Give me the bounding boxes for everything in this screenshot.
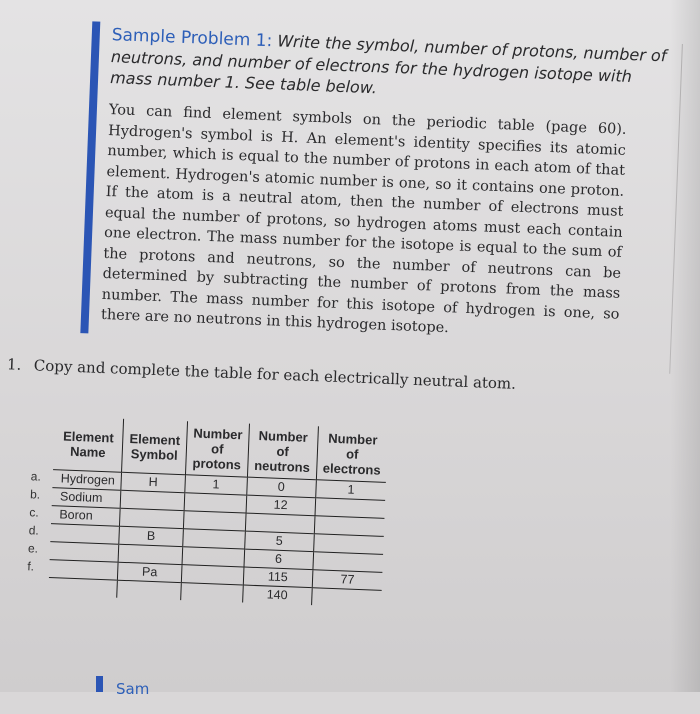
header-element-symbol: Element Symbol — [122, 419, 188, 475]
cell-symbol: Pa — [118, 562, 182, 582]
cell-name: Sodium — [52, 488, 121, 509]
next-sample-heading-partial: Sam — [116, 680, 150, 698]
cell-neutrons: 0 — [247, 477, 316, 498]
cell-electrons: 77 — [312, 570, 383, 591]
page-edge-shadow — [670, 0, 700, 692]
cell-protons — [183, 511, 246, 531]
cell-protons — [181, 565, 244, 585]
sample-problem-box — [80, 21, 683, 373]
row-label: e. — [27, 541, 39, 556]
row-label: f. — [27, 559, 35, 574]
sample-problem-explanation: You can find element symbols on the periodic table (page 60). Hydrogen's symbol is H. An element's identity specifies its atomic number, which is equal to the number of protons in each atom of that element. Hydrogen's atomic number is one, so it contains one proton. If the atom is a neutral atom, then the number of electrons must equal the number of protons, so hydrogen atoms must each contain one electron. The mass number for the isotope is equal to the sum of the protons and neutrons, so the number of neutrons can be determined by subtracting the number of protons from the mass number. The mass number for this isotope of hydrogen is one, so there are no neutrons in this hydrogen isotope. — [100, 102, 627, 337]
cell-name — [48, 578, 117, 598]
cell-name: Boron — [51, 506, 120, 527]
cell-symbol: H — [121, 472, 185, 492]
cell-electrons — [311, 588, 382, 608]
cell-symbol — [118, 544, 182, 564]
header-protons: Number of protons — [185, 421, 249, 477]
cell-neutrons: 12 — [246, 495, 315, 516]
cell-protons — [183, 529, 246, 549]
header-neutrons: Number of neutrons — [247, 424, 318, 480]
sample-accent-bar — [80, 21, 100, 333]
question-number: 1. — [6, 355, 22, 374]
cell-symbol — [117, 580, 181, 600]
row-label: b. — [29, 487, 41, 502]
cell-electrons: 1 — [315, 480, 386, 501]
cell-protons: 1 — [185, 475, 248, 495]
cell-neutrons: 5 — [245, 531, 314, 552]
cell-symbol: B — [119, 526, 183, 546]
cell-name: Hydrogen — [52, 470, 121, 491]
cell-protons — [184, 493, 247, 513]
sample-problem-heading — [110, 24, 672, 109]
cell-neutrons: 140 — [243, 585, 312, 605]
row-label: c. — [29, 505, 40, 520]
cell-neutrons: 115 — [243, 567, 312, 588]
row-label: a. — [30, 469, 42, 484]
cell-neutrons: 6 — [244, 549, 313, 570]
element-table — [48, 416, 388, 608]
sample-problem-label: Sample Problem 1: — [111, 25, 273, 52]
header-electrons: Number of electrons — [316, 426, 388, 482]
cell-protons — [180, 583, 243, 603]
cell-protons — [182, 547, 245, 567]
next-sample-accent-bar — [96, 676, 103, 692]
question-text: Copy and complete the table for each electrically neutral atom. — [33, 356, 517, 393]
row-label: d. — [28, 523, 40, 538]
row-labels — [27, 467, 51, 576]
sample-problem-prompt: Write the symbol, number of protons, number of neutrons, and number of electrons for the hydrogen isotope with mass number 1. See table below. — [109, 31, 667, 98]
header-element-name: Element Name — [62, 428, 115, 460]
